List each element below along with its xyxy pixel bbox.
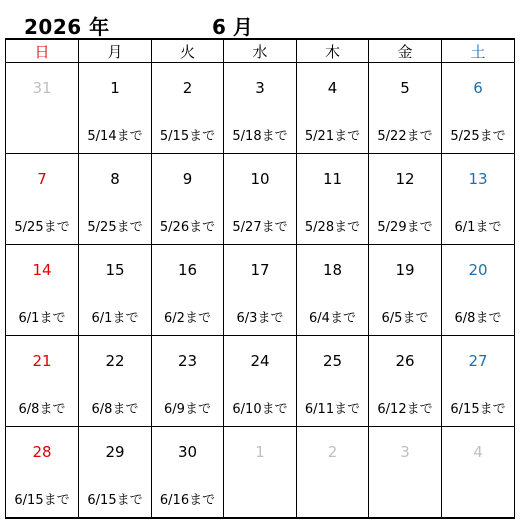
calendar-grid [5,38,515,519]
day-number: 23 [177,352,198,370]
day-cell [79,245,152,336]
day-number: 1 [110,79,120,97]
day-number: 9 [182,170,193,188]
day-note: 6/2まで [164,311,211,326]
day-cell [6,336,79,427]
day-note: 6/1まで [91,311,139,326]
week-row [6,63,515,154]
day-cell [224,336,297,427]
title-year: 2026 年 [24,15,110,39]
day-cell [297,427,369,519]
day-cell [369,154,442,245]
day-number: 29 [105,443,125,461]
day-number: 19 [395,261,415,279]
day-note: 6/15まで [450,402,506,417]
day-number: 7 [37,170,47,188]
day-cell [152,63,224,154]
day-cell [224,245,297,336]
day-cell [442,245,515,336]
day-note: 5/15まで [159,129,216,144]
day-number: 3 [255,79,265,97]
day-note: 6/9まで [164,402,211,417]
weekday-header-wed: 水 [224,39,297,63]
day-number: 25 [322,352,343,370]
day-number: 5 [400,79,410,97]
day-note: 5/22まで [377,129,433,144]
day-number: 11 [322,170,343,188]
week-row [6,245,515,336]
day-note: 6/12まで [377,402,433,417]
day-cell [297,154,369,245]
title-month: 6 月 [212,15,253,39]
day-number: 10 [250,170,270,188]
day-cell [442,63,515,154]
day-note: 6/4まで [309,311,356,326]
day-number: 6 [473,79,483,97]
day-note: 6/8まで [18,402,66,417]
day-number: 4 [473,443,483,461]
day-cell [297,63,369,154]
day-number: 24 [250,352,270,370]
weekday-header-thu: 木 [297,39,369,63]
day-number: 1 [255,443,265,461]
week-row [6,154,515,245]
day-number: 17 [250,261,270,279]
day-note: 5/27まで [232,220,288,235]
day-cell [224,63,297,154]
day-number: 13 [468,170,488,188]
day-note: 6/15まで [87,493,143,508]
day-cell [297,245,369,336]
day-number: 31 [32,79,52,97]
day-note: 6/3まで [236,311,284,326]
day-cell [369,336,442,427]
weekday-header-sat: 土 [442,39,515,63]
day-note: 6/10まで [232,402,288,417]
weekday-header-fri: 金 [369,39,442,63]
day-number: 28 [32,443,52,461]
day-cell [369,427,442,519]
day-note: 5/14まで [87,129,143,144]
day-number: 3 [400,443,410,461]
weekday-header-row [6,39,515,63]
day-number: 26 [395,352,415,370]
day-number: 21 [32,352,52,370]
day-note: 6/15まで [14,493,70,508]
day-cell [442,154,515,245]
day-note: 5/21まで [304,129,361,144]
weekday-header-sun: 日 [6,39,79,63]
weekday-header-mon: 月 [79,39,152,63]
day-cell [6,63,79,154]
day-cell [297,336,369,427]
day-cell [6,154,79,245]
day-number: 15 [105,261,125,279]
day-cell [79,154,152,245]
day-number: 27 [468,352,488,370]
day-note: 5/26まで [159,220,216,235]
day-number: 12 [395,170,415,188]
day-number: 4 [327,79,338,97]
day-number: 14 [32,261,52,279]
day-number: 18 [322,261,343,279]
day-cell [224,427,297,519]
day-cell [224,154,297,245]
day-note: 6/8まで [91,402,139,417]
day-cell [79,427,152,519]
week-row [6,427,515,519]
day-note: 5/29まで [377,220,433,235]
day-note: 6/8まで [454,311,502,326]
week-row [6,336,515,427]
day-note: 5/28まで [304,220,361,235]
day-cell [442,336,515,427]
day-cell [79,63,152,154]
day-cell [79,336,152,427]
day-note: 5/25まで [14,220,70,235]
day-cell [442,427,515,519]
day-number: 22 [105,352,125,370]
day-number: 8 [110,170,120,188]
day-number: 2 [182,79,193,97]
day-note: 6/16まで [159,493,216,508]
day-note: 6/1まで [18,311,66,326]
calendar-title [6,8,514,38]
day-cell [369,245,442,336]
day-cell [152,336,224,427]
day-note: 5/25まで [87,220,143,235]
day-number: 2 [327,443,338,461]
day-cell [6,427,79,519]
day-note: 5/18まで [232,129,288,144]
day-cell [6,245,79,336]
day-cell [152,154,224,245]
day-number: 20 [468,261,488,279]
day-note: 6/11まで [304,402,361,417]
day-note: 6/5まで [381,311,429,326]
day-cell [369,63,442,154]
day-note: 5/25まで [450,129,506,144]
weekday-header-tue: 火 [152,39,224,63]
day-cell [152,427,224,519]
day-number: 30 [177,443,198,461]
day-cell [152,245,224,336]
day-note: 6/1まで [454,220,502,235]
day-number: 16 [177,261,198,279]
